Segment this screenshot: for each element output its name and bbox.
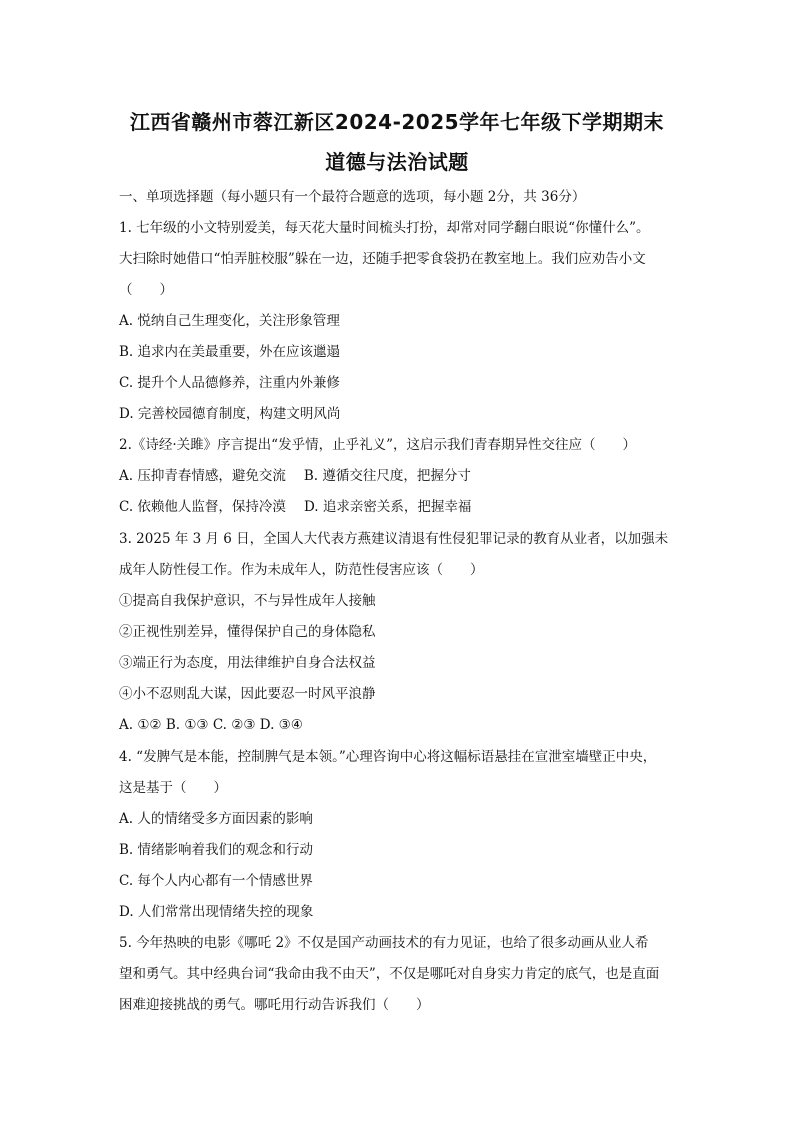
q4-option-d: D. 人们常常出现情绪失控的现象 (119, 904, 314, 920)
q5-stem-line2: 望和勇气。其中经典台词“我命由我不由天”，不仅是哪吒对自身实力肯定的底气，也是直面 (119, 966, 660, 982)
q4-stem-line1: 4. “发脾气是本能，控制脾气是本领。”心理咨询中心将这幅标语悬挂在宣泄室墙壁正中央， (119, 749, 657, 765)
q2-stem: 2.《诗经·关雎》序言提出“发乎情，止乎礼义”，这启示我们青春期异性交往应（ ） (119, 437, 636, 453)
q1-stem-line2: 大扫除时她借口“怕弄脏校服”躲在一边，还随手把零食袋扔在教室地上。我们应劝告小文 (119, 251, 646, 267)
q2-option-c: C. 依赖他人监督，保持冷漠 (119, 499, 286, 515)
q3-item-3: ③端正行为态度，用法律维护自身合法权益 (119, 655, 376, 671)
q5-stem-line1: 5. 今年热映的电影《哪吒 2》不仅是国产动画技术的有力见证，也给了很多动画从业人希 (119, 935, 649, 951)
exam-title-line2: 道德与法治试题 (325, 150, 469, 174)
q3-stem-line2: 成年人防性侵工作。作为未成年人，防范性侵害应该（ ） (119, 562, 484, 578)
q5-stem-line3: 困难迎接挑战的勇气。哪吒用行动告诉我们（ ） (119, 997, 430, 1013)
q1-option-a: A. 悦纳自己生理变化，关注形象管理 (119, 313, 340, 329)
q3-item-1: ①提高自我保护意识，不与异性成年人接触 (119, 593, 376, 609)
q1-option-b: B. 追求内在美最重要，外在应该邋遢 (119, 344, 341, 360)
q3-stem-line1: 3. 2025 年 3 月 6 日，全国人大代表方燕建议清退有性侵犯罪记录的教育从业者，以加强未 (119, 531, 669, 547)
q1-option-c: C. 提升个人品德修养，注重内外兼修 (119, 375, 340, 391)
section-heading: 一、单项选择题（每小题只有一个最符合题意的选项，每小题 2分，共 36分） (119, 189, 586, 205)
q1-option-d: D. 完善校园德育制度，构建文明风尚 (119, 406, 341, 422)
q2-options-row1 (119, 466, 471, 486)
q2-option-d: D. 追求亲密关系，把握幸福 (303, 499, 472, 515)
q2-option-a: A. 压抑青春情感，避免交流 (119, 468, 286, 484)
q2-option-b: B. 遵循交往尺度，把握分寸 (303, 468, 471, 484)
q3-item-4: ④小不忍则乱大谋，因此要忍一时风平浪静 (119, 686, 376, 702)
q1-stem-line1: 1. 七年级的小文特别爱美，每天花大量时间梳头打扮，却常对同学翻白眼说“你懂什么”。 (119, 220, 650, 236)
q4-option-c: C. 每个人内心都有一个情感世界 (119, 873, 313, 889)
q3-answers: A. ①② B. ①③ C. ②③ D. ③④ (119, 717, 303, 733)
q4-option-b: B. 情绪影响着我们的观念和行动 (119, 842, 314, 858)
exam-title-line1: 江西省赣州市蓉江新区2024-2025学年七年级下学期期末 (129, 110, 665, 134)
q4-stem-line2: 这是基于（ ） (119, 780, 227, 796)
q2-options-row2 (119, 497, 471, 517)
q4-option-a: A. 人的情绪受多方面因素的影响 (119, 811, 313, 827)
q1-stem-line3: （ ） (119, 282, 173, 298)
q3-item-2: ②正视性别差异，懂得保护自己的身体隐私 (119, 624, 376, 640)
